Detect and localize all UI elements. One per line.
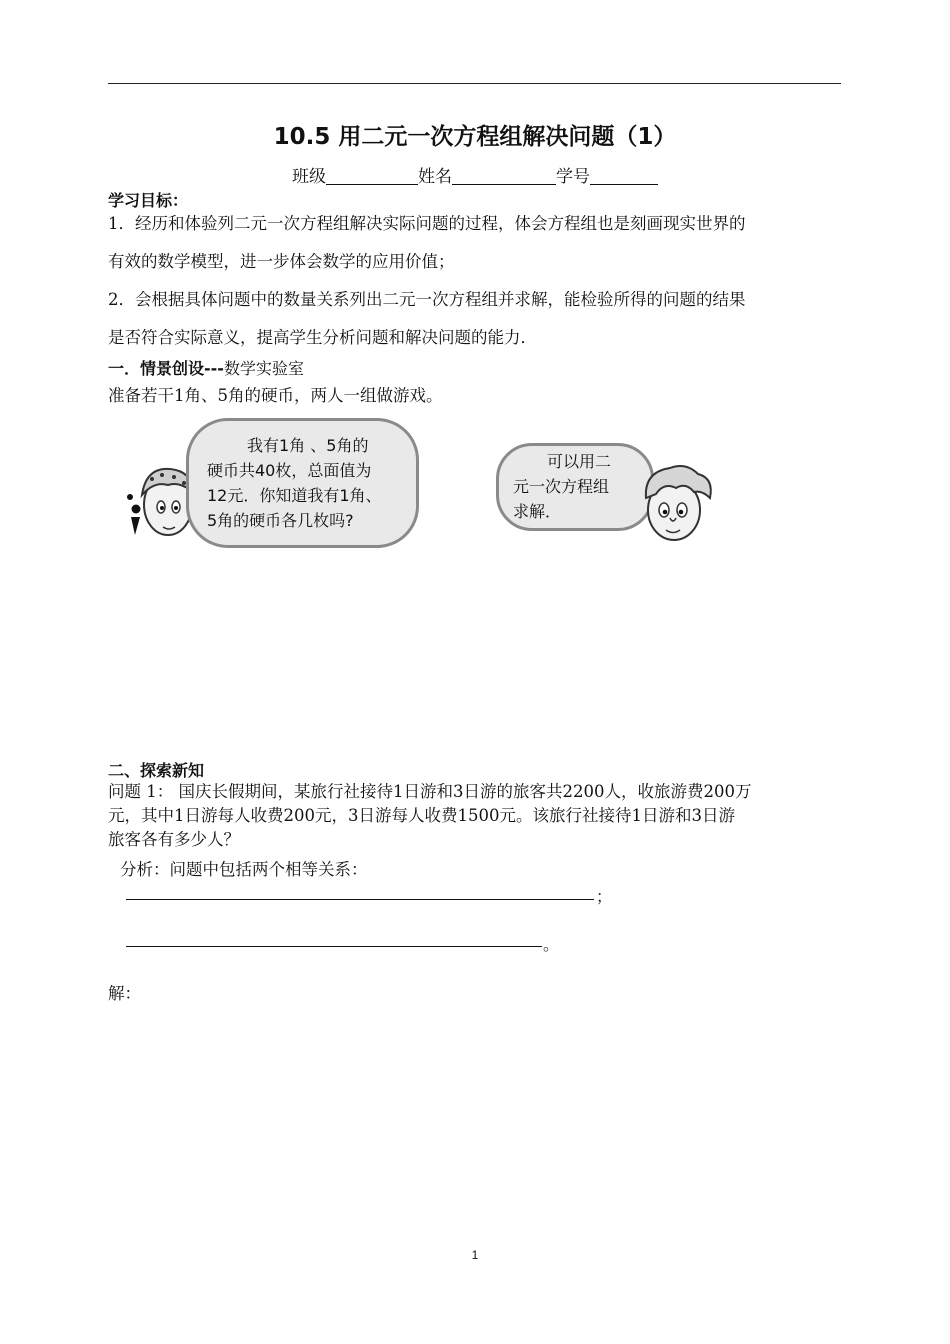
right-speech-bubble [496,443,654,531]
left-bubble-line-3: 12元．你知道我有1角、 [207,486,382,505]
problem-1-line-2: 元，其中1日游每人收费200元，3日游每人收费1500元。该旅行社接待1日游和3日游 [108,806,735,825]
left-bubble-line-1: 我有1角 、5角的 [247,436,369,455]
left-bubble-line-4: 5角的硬币各几枚吗? [207,511,354,530]
number-blank[interactable] [590,166,658,185]
goals-heading: 学习目标： [108,191,189,210]
problem-1-line-1: 问题 1： 国庆长假期间，某旅行社接待1日游和3日游的旅客共2200人，收旅游费200万 [108,782,752,801]
goals-list [108,205,848,357]
class-blank[interactable] [326,166,418,185]
goal-2-line-2: 是否符合实际意义，提高学生分析问题和解决问题的能力． [108,328,537,347]
section1-heading-bold: 一．情景创设--- [108,359,224,378]
analysis-answer-line-1[interactable] [126,899,594,900]
left-bubble-line-2: 硬币共40枚，总面值为 [207,461,372,480]
page-number: 1 [471,1248,479,1262]
analysis-answer-line-2[interactable] [126,946,542,947]
left-speech-bubble [186,418,419,548]
goal-1-line-2: 有效的数学模型，进一步体会数学的应用价值； [108,252,455,271]
analysis-line-2-end: 。 [543,935,560,954]
goal-2-line-1: 2．会根据具体问题中的数量关系列出二元一次方程组并求解，能检验所得的问题的结果 [108,290,746,309]
problem-1-line-3: 旅客各有多少人？ [108,830,240,849]
name-blank[interactable] [452,166,556,185]
section1-heading [108,356,304,379]
student-info-line [0,162,950,187]
section1-intro: 准备若干1角、5角的硬币，两人一组做游戏。 [108,386,443,405]
header-rule [108,83,841,84]
right-bubble-line-3: 求解． [513,502,562,521]
analysis-label: 分析：问题中包括两个相等关系： [120,860,368,879]
number-label: 学号 [556,167,590,187]
section2-heading: 二、探索新知 [108,761,205,780]
problem-1 [108,780,853,852]
right-bubble-line-2: 元一次方程组 [513,477,610,496]
right-bubble-line-1: 可以用二 [547,452,612,471]
section1-heading-rest: 数学实验室 [223,359,304,378]
goal-1-line-1: 1．经历和体验列二元一次方程组解决实际问题的过程，体会方程组也是刻画现实世界的 [108,214,746,233]
name-label: 姓名 [418,167,452,187]
analysis-line-1-end: ； [596,887,613,906]
solution-label: 解： [108,984,141,1003]
right-kid-cartoon [636,460,718,546]
class-label: 班级 [292,167,326,187]
page-title: 10.5 用二元一次方程组解决问题（1） [273,124,677,150]
